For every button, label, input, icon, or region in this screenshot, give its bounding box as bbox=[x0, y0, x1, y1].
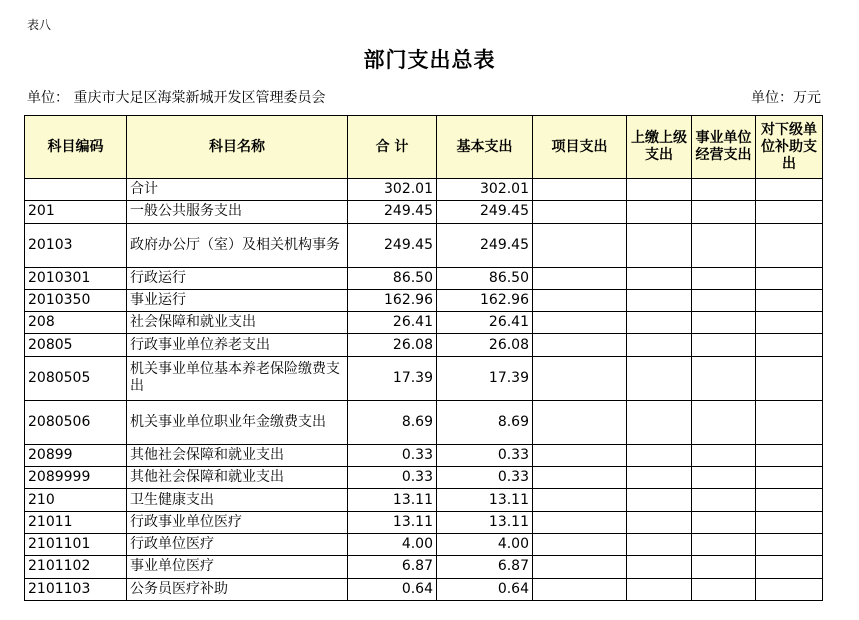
row-code-cell: 2080506 bbox=[25, 400, 127, 444]
table-row bbox=[25, 533, 823, 555]
header-basic: 基本支出 bbox=[437, 116, 533, 179]
row-code-cell: 2101103 bbox=[25, 578, 127, 600]
row-project-cell bbox=[533, 179, 627, 201]
row-business-cell bbox=[692, 467, 756, 489]
row-code-cell: 208 bbox=[25, 312, 127, 334]
table-row bbox=[25, 223, 823, 267]
header-project: 项目支出 bbox=[533, 116, 627, 179]
row-total-cell: 4.00 bbox=[348, 533, 437, 555]
row-project-cell bbox=[533, 533, 627, 555]
row-basic-cell: 86.50 bbox=[437, 267, 533, 289]
row-business-cell bbox=[692, 223, 756, 267]
table-row bbox=[25, 267, 823, 289]
header-name: 科目名称 bbox=[127, 116, 348, 179]
row-business-cell bbox=[692, 201, 756, 223]
table-row bbox=[25, 334, 823, 356]
row-business-cell bbox=[692, 289, 756, 311]
row-code-cell: 2080505 bbox=[25, 356, 127, 400]
row-basic-cell: 0.64 bbox=[437, 578, 533, 600]
row-total-cell: 302.01 bbox=[348, 179, 437, 201]
row-name-cell: 行政运行 bbox=[127, 267, 348, 289]
row-project-cell bbox=[533, 201, 627, 223]
table-body bbox=[25, 179, 823, 601]
table-row bbox=[25, 400, 823, 444]
row-project-cell bbox=[533, 267, 627, 289]
row-subsidy-cell bbox=[756, 511, 823, 533]
unit-currency: 单位：万元 bbox=[751, 90, 821, 106]
row-project-cell bbox=[533, 467, 627, 489]
row-subsidy-cell bbox=[756, 444, 823, 466]
row-code-cell: 2089999 bbox=[25, 467, 127, 489]
row-name-cell: 合计 bbox=[127, 179, 348, 201]
row-remit-cell bbox=[627, 289, 692, 311]
table-row bbox=[25, 556, 823, 578]
row-subsidy-cell bbox=[756, 578, 823, 600]
row-remit-cell bbox=[627, 489, 692, 511]
header-remit: 上缴上级支出 bbox=[627, 116, 692, 179]
row-subsidy-cell bbox=[756, 289, 823, 311]
row-project-cell bbox=[533, 334, 627, 356]
row-remit-cell bbox=[627, 578, 692, 600]
row-name-cell: 机关事业单位基本养老保险缴费支出 bbox=[127, 356, 348, 400]
row-business-cell bbox=[692, 334, 756, 356]
row-name-cell: 事业运行 bbox=[127, 289, 348, 311]
row-project-cell bbox=[533, 511, 627, 533]
table-row bbox=[25, 489, 823, 511]
row-total-cell: 8.69 bbox=[348, 400, 437, 444]
row-name-cell: 公务员医疗补助 bbox=[127, 578, 348, 600]
row-project-cell bbox=[533, 556, 627, 578]
header-code: 科目编码 bbox=[25, 116, 127, 179]
row-name-cell: 行政单位医疗 bbox=[127, 533, 348, 555]
row-basic-cell: 8.69 bbox=[437, 400, 533, 444]
row-remit-cell bbox=[627, 556, 692, 578]
row-name-cell: 其他社会保障和就业支出 bbox=[127, 467, 348, 489]
row-business-cell bbox=[692, 267, 756, 289]
row-code-cell: 20103 bbox=[25, 223, 127, 267]
row-business-cell bbox=[692, 179, 756, 201]
row-business-cell bbox=[692, 556, 756, 578]
row-basic-cell: 0.33 bbox=[437, 444, 533, 466]
row-project-cell bbox=[533, 223, 627, 267]
table-row bbox=[25, 511, 823, 533]
row-code-cell: 210 bbox=[25, 489, 127, 511]
row-business-cell bbox=[692, 511, 756, 533]
row-basic-cell: 6.87 bbox=[437, 556, 533, 578]
table-row bbox=[25, 578, 823, 600]
row-business-cell bbox=[692, 578, 756, 600]
row-subsidy-cell bbox=[756, 334, 823, 356]
row-total-cell: 6.87 bbox=[348, 556, 437, 578]
row-name-cell: 行政事业单位养老支出 bbox=[127, 334, 348, 356]
row-project-cell bbox=[533, 356, 627, 400]
header-subsidy: 对下级单位补助支出 bbox=[756, 116, 823, 179]
row-remit-cell bbox=[627, 400, 692, 444]
row-basic-cell: 26.41 bbox=[437, 312, 533, 334]
row-name-cell: 社会保障和就业支出 bbox=[127, 312, 348, 334]
row-project-cell bbox=[533, 400, 627, 444]
row-remit-cell bbox=[627, 533, 692, 555]
row-remit-cell bbox=[627, 201, 692, 223]
row-code-cell: 20805 bbox=[25, 334, 127, 356]
row-business-cell bbox=[692, 489, 756, 511]
row-basic-cell: 249.45 bbox=[437, 201, 533, 223]
page-title: 部门支出总表 bbox=[363, 48, 496, 72]
row-remit-cell bbox=[627, 312, 692, 334]
table-header-row bbox=[25, 116, 823, 179]
row-basic-cell: 26.08 bbox=[437, 334, 533, 356]
row-code-cell: 2010301 bbox=[25, 267, 127, 289]
table-row bbox=[25, 467, 823, 489]
table-row bbox=[25, 201, 823, 223]
header-total: 合 计 bbox=[348, 116, 437, 179]
row-total-cell: 26.08 bbox=[348, 334, 437, 356]
row-subsidy-cell bbox=[756, 179, 823, 201]
row-remit-cell bbox=[627, 511, 692, 533]
row-project-cell bbox=[533, 312, 627, 334]
row-remit-cell bbox=[627, 444, 692, 466]
row-subsidy-cell bbox=[756, 223, 823, 267]
row-code-cell: 2101101 bbox=[25, 533, 127, 555]
row-total-cell: 249.45 bbox=[348, 201, 437, 223]
row-code-cell: 201 bbox=[25, 201, 127, 223]
row-total-cell: 0.33 bbox=[348, 444, 437, 466]
row-business-cell bbox=[692, 356, 756, 400]
row-remit-cell bbox=[627, 334, 692, 356]
row-code-cell: 21011 bbox=[25, 511, 127, 533]
row-project-cell bbox=[533, 578, 627, 600]
row-project-cell bbox=[533, 444, 627, 466]
row-basic-cell: 0.33 bbox=[437, 467, 533, 489]
unit-organization: 单位： 重庆市大足区海棠新城开发区管理委员会 bbox=[27, 90, 326, 106]
row-total-cell: 0.33 bbox=[348, 467, 437, 489]
row-name-cell: 政府办公厅（室）及相关机构事务 bbox=[127, 223, 348, 267]
row-subsidy-cell bbox=[756, 201, 823, 223]
row-name-cell: 事业单位医疗 bbox=[127, 556, 348, 578]
row-total-cell: 162.96 bbox=[348, 289, 437, 311]
row-name-cell: 机关事业单位职业年金缴费支出 bbox=[127, 400, 348, 444]
row-subsidy-cell bbox=[756, 533, 823, 555]
row-code-cell: 2010350 bbox=[25, 289, 127, 311]
row-total-cell: 13.11 bbox=[348, 489, 437, 511]
row-name-cell: 一般公共服务支出 bbox=[127, 201, 348, 223]
row-basic-cell: 17.39 bbox=[437, 356, 533, 400]
row-code-cell bbox=[25, 179, 127, 201]
expenditure-table bbox=[24, 115, 823, 601]
table-row bbox=[25, 356, 823, 400]
row-basic-cell: 162.96 bbox=[437, 289, 533, 311]
row-project-cell bbox=[533, 489, 627, 511]
header-business: 事业单位经营支出 bbox=[692, 116, 756, 179]
table-tag: 表八 bbox=[27, 18, 52, 32]
row-subsidy-cell bbox=[756, 489, 823, 511]
table-row bbox=[25, 179, 823, 201]
row-total-cell: 13.11 bbox=[348, 511, 437, 533]
row-subsidy-cell bbox=[756, 356, 823, 400]
row-remit-cell bbox=[627, 356, 692, 400]
row-subsidy-cell bbox=[756, 400, 823, 444]
row-business-cell bbox=[692, 533, 756, 555]
row-subsidy-cell bbox=[756, 556, 823, 578]
row-subsidy-cell bbox=[756, 312, 823, 334]
table-row bbox=[25, 289, 823, 311]
row-total-cell: 249.45 bbox=[348, 223, 437, 267]
row-code-cell: 2101102 bbox=[25, 556, 127, 578]
row-basic-cell: 302.01 bbox=[437, 179, 533, 201]
row-basic-cell: 13.11 bbox=[437, 511, 533, 533]
row-business-cell bbox=[692, 312, 756, 334]
row-business-cell bbox=[692, 400, 756, 444]
row-name-cell: 其他社会保障和就业支出 bbox=[127, 444, 348, 466]
table-row bbox=[25, 312, 823, 334]
row-basic-cell: 249.45 bbox=[437, 223, 533, 267]
row-subsidy-cell bbox=[756, 467, 823, 489]
row-remit-cell bbox=[627, 467, 692, 489]
row-code-cell: 20899 bbox=[25, 444, 127, 466]
row-basic-cell: 13.11 bbox=[437, 489, 533, 511]
row-remit-cell bbox=[627, 223, 692, 267]
table-row bbox=[25, 444, 823, 466]
row-name-cell: 卫生健康支出 bbox=[127, 489, 348, 511]
row-basic-cell: 4.00 bbox=[437, 533, 533, 555]
row-project-cell bbox=[533, 289, 627, 311]
row-remit-cell bbox=[627, 179, 692, 201]
row-total-cell: 0.64 bbox=[348, 578, 437, 600]
row-remit-cell bbox=[627, 267, 692, 289]
row-total-cell: 86.50 bbox=[348, 267, 437, 289]
row-total-cell: 17.39 bbox=[348, 356, 437, 400]
row-name-cell: 行政事业单位医疗 bbox=[127, 511, 348, 533]
row-business-cell bbox=[692, 444, 756, 466]
row-total-cell: 26.41 bbox=[348, 312, 437, 334]
row-subsidy-cell bbox=[756, 267, 823, 289]
